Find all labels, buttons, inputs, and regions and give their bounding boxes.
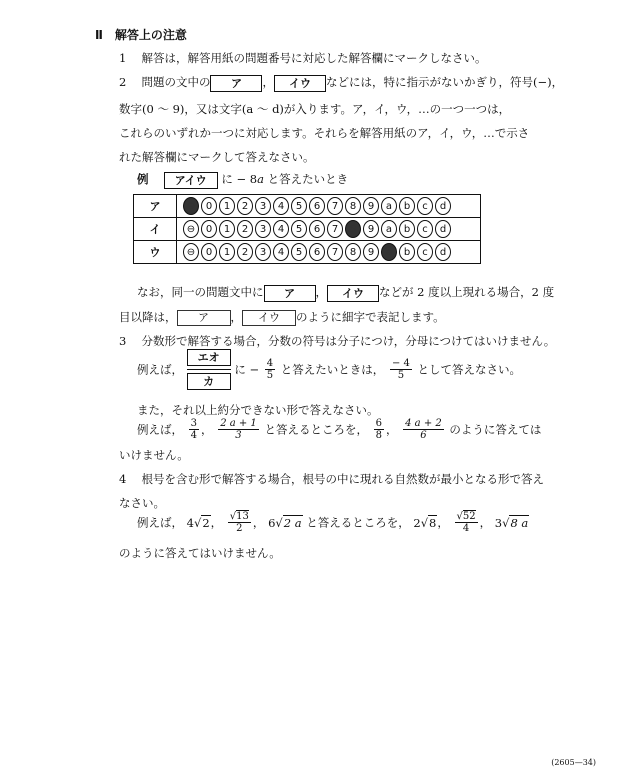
item-number: 4 (119, 472, 127, 486)
note-line-1 (137, 284, 554, 302)
answer-box-iu: イウ (327, 285, 379, 302)
item-2-line-3: これらのいずれか一つに対応します。それらを解答用紙のア，イ，ウ，…で示さ (119, 126, 530, 140)
text: ， (315, 285, 327, 299)
answer-box-ka: カ (187, 373, 231, 390)
text: なお，同一の問題文中に (137, 285, 264, 299)
text: と答えたいとき (267, 172, 349, 186)
text: ， (437, 515, 449, 530)
mark-row (134, 195, 480, 217)
item-3-also: また，それ以上約分できない形で答えなさい。 (137, 403, 379, 417)
answer-box-eo: エオ (187, 349, 231, 366)
bubble[interactable]: 4 (273, 220, 289, 238)
bubble[interactable]: 0 (201, 197, 217, 215)
text: に − (221, 172, 247, 186)
numerator: 4 a + 2 (405, 418, 442, 429)
item-number: 1 (119, 51, 127, 65)
text: 例えば， (137, 515, 183, 530)
bubble[interactable]: 6 (309, 243, 325, 261)
numerator: − 4 (391, 358, 410, 369)
bubble[interactable]: 9 (363, 220, 379, 238)
bubble[interactable]: 2 (237, 243, 253, 261)
radical: 4√2 (186, 515, 210, 530)
bubble[interactable]: d (435, 197, 451, 215)
fraction-bar (187, 369, 231, 370)
fraction (403, 418, 444, 441)
bubble-group (177, 243, 451, 261)
item-text: 分数形で解答する場合，分数の符号は分子につけ，分母につけてはいけません。 (141, 334, 556, 348)
bubble[interactable]: 6 (309, 220, 325, 238)
bubble[interactable]: 5 (291, 220, 307, 238)
text: などには，特に指示がないかぎり，符号(−)， (325, 75, 564, 89)
text: などが 2 度以上現れる場合，2 度 (379, 285, 555, 299)
text: ， (252, 515, 265, 530)
item-3-example (137, 349, 521, 390)
bubble-group (177, 197, 451, 215)
text: のように答えては (449, 422, 542, 437)
bubble[interactable]: 7 (327, 197, 343, 215)
item-2-line-1 (119, 74, 563, 92)
bubble[interactable]: a (381, 197, 397, 215)
mark-sheet (133, 194, 481, 264)
bubble[interactable]: ⊖ (183, 243, 199, 261)
text: 目以降は， (119, 310, 177, 324)
box-fraction (187, 349, 231, 390)
bubble[interactable]: b (399, 243, 415, 261)
item-3-example-2-line-2: いけません。 (119, 448, 189, 462)
thin-box-iu: イウ (242, 310, 296, 326)
fraction (189, 418, 199, 441)
coefficient: 3 (494, 515, 503, 530)
bubble[interactable]: 0 (201, 243, 217, 261)
mark-row-label: ア (134, 195, 177, 217)
item-4-line-2: なさい。 (119, 496, 165, 510)
example-box: アイウ (164, 172, 218, 189)
bubble[interactable]: 4 (273, 197, 289, 215)
denominator: 2 (236, 523, 243, 534)
bubble[interactable]: d (435, 220, 451, 238)
page-footer-code: (2605—34) (551, 758, 596, 767)
bubble[interactable]: 9 (363, 197, 379, 215)
denominator: 4 (190, 430, 198, 441)
bubble[interactable]: 1 (219, 243, 235, 261)
bubble-group (177, 220, 451, 238)
item-3 (119, 333, 555, 349)
text: ， (230, 310, 242, 324)
numerator: 2 a + 1 (220, 418, 257, 429)
radical-fraction: $\frac{√13}{2}$ (229, 511, 249, 534)
radicand: 2 (202, 515, 210, 530)
denominator: 6 (420, 430, 427, 441)
text: に − (234, 362, 260, 377)
radicand: 8 a (510, 515, 529, 530)
item-3-example-2 (137, 418, 541, 441)
item-number: 2 (119, 75, 127, 89)
bubble[interactable]: b (399, 220, 415, 238)
fraction (374, 418, 384, 441)
text: ， (385, 422, 398, 437)
denominator: 8 (375, 430, 382, 441)
thin-box-a: ア (177, 310, 231, 326)
bubble[interactable]: 3 (255, 243, 271, 261)
example-line (137, 171, 348, 189)
item-1 (119, 50, 486, 66)
bubble[interactable]: 5 (291, 243, 307, 261)
text: ， (262, 75, 274, 89)
bubble[interactable]: 4 (273, 243, 289, 261)
section-title: Ⅱ 解答上の注意 (95, 28, 187, 42)
bubble[interactable]: 3 (255, 220, 271, 238)
radicand: 2 a (283, 515, 302, 530)
answer-box-a: ア (210, 75, 262, 92)
numerator: 6 (375, 418, 382, 429)
bubble[interactable]: d (435, 243, 451, 261)
bubble[interactable]: 7 (327, 243, 343, 261)
text: と答えたいときは， (280, 362, 385, 377)
bubble[interactable]: 0 (201, 220, 217, 238)
text: と答えるところを， (306, 515, 410, 530)
mark-row-label: イ (134, 218, 177, 240)
denominator: 4 (462, 523, 470, 534)
bubble[interactable]: 9 (363, 243, 379, 261)
text: ， (201, 422, 213, 437)
radical: 6√2 a (268, 515, 302, 530)
bubble[interactable]: c (417, 197, 433, 215)
mark-row-label: ウ (134, 241, 177, 263)
item-text: 解答は，解答用紙の問題番号に対応した解答欄にマークしなさい。 (141, 51, 487, 65)
mark-row (134, 217, 480, 240)
radical: 2√8 (413, 515, 437, 530)
coefficient: 2 (413, 515, 421, 530)
numerator: 4 (266, 358, 274, 369)
numerator: 3 (190, 418, 198, 429)
fraction (390, 358, 412, 381)
example-label: 例 (137, 172, 149, 186)
example-value: 8 (249, 172, 258, 186)
bubble[interactable]: 8 (345, 197, 361, 215)
bubble[interactable]: b (399, 197, 415, 215)
bubble[interactable]: 8 (345, 243, 361, 261)
coefficient: 6 (268, 515, 276, 530)
bubble[interactable]: ⊖ (183, 220, 199, 238)
bubble[interactable]: c (417, 243, 433, 261)
example-var: a (257, 172, 264, 186)
radical: 3√8 a (494, 515, 529, 530)
text: ， (479, 515, 492, 530)
bubble[interactable]: 7 (327, 220, 343, 238)
text: 例えば， (137, 362, 183, 377)
denominator: 5 (266, 370, 274, 381)
bubble[interactable]: 1 (219, 197, 235, 215)
bubble[interactable]: 2 (237, 220, 253, 238)
radicand: 52 (462, 511, 476, 522)
fraction (265, 358, 275, 381)
radical-fraction: $\frac{√52}{4}$ (456, 511, 476, 534)
item-text: 根号を含む形で解答する場合，根号の中に現れる自然数が最小となる形で答え (141, 472, 544, 486)
text: 例えば， (137, 422, 183, 437)
bubble[interactable]: 1 (219, 220, 235, 238)
text: ， (210, 515, 223, 530)
item-4-example-line-2: のように答えてはいけません。 (119, 546, 281, 560)
fraction (218, 418, 259, 441)
item-4 (119, 471, 544, 487)
item-2-line-2: 数字(0 ～ 9)，又は文字(a ～ d)が入ります。ア，イ，ウ，…の一つ一つは， (119, 102, 511, 116)
answer-box-iu: イウ (274, 75, 326, 92)
mark-row (134, 240, 480, 263)
bubble[interactable]: 6 (309, 197, 325, 215)
denominator: 3 (235, 430, 242, 441)
text: のように細字で表記します。 (296, 310, 445, 324)
item-4-example (137, 511, 529, 534)
bubble[interactable]: 5 (291, 197, 307, 215)
radicand: 8 (429, 515, 437, 530)
coefficient: 4 (186, 515, 194, 530)
note-line-2 (119, 309, 445, 326)
bubble-filled[interactable]: ⊖ (183, 197, 199, 215)
bubble[interactable]: 3 (255, 197, 271, 215)
answer-box-a: ア (264, 285, 316, 302)
text: として答えなさい。 (417, 362, 522, 377)
item-2-line-4: れた解答欄にマークして答えなさい。 (119, 150, 315, 164)
text: と答えるところを， (264, 422, 368, 437)
radicand: 13 (236, 511, 249, 522)
item-number: 3 (119, 334, 127, 348)
text: 問題の文中の (141, 75, 211, 89)
bubble[interactable]: c (417, 220, 433, 238)
bubble-filled[interactable]: a (381, 243, 397, 261)
bubble-filled[interactable]: 8 (345, 220, 361, 238)
bubble[interactable]: a (381, 220, 397, 238)
denominator: 5 (397, 370, 405, 381)
bubble[interactable]: 2 (237, 197, 253, 215)
